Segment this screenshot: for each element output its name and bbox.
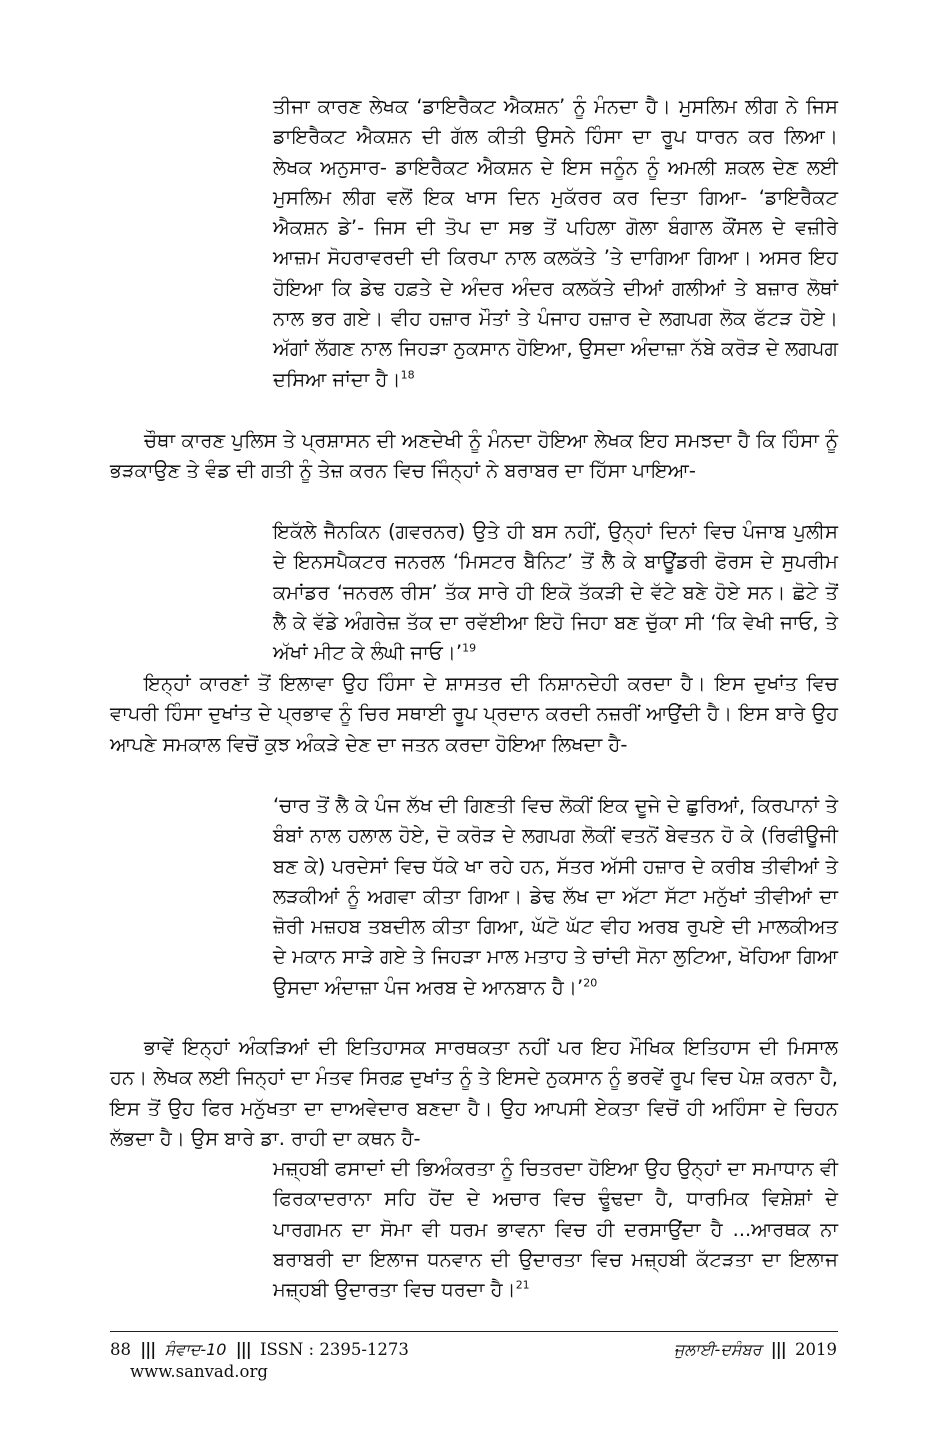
issn: ISSN : 2395-1273 xyxy=(260,1340,409,1359)
block-quote-jenkins xyxy=(273,517,838,668)
website-link[interactable]: www.sanvad.org xyxy=(130,1362,268,1381)
block-quote-statistics xyxy=(273,791,838,1003)
quote-text: ਮਜ਼੍ਹਬੀ ਫਸਾਦਾਂ ਦੀ ਭਿਅੰਕਰਤਾ ਨੂੰ ਚਿਤਰਦਾ ਹੋਇਆ ਉਹ ਉਨ੍ਹਾਂ ਦਾ ਸਮਾਧਾਨ ਵੀ ਫਿਰਕਾਦਰਾਨਾ ਸਹਿ ਹੋਂਦ ਦੇ ਅਚਾਰ ਵਿਚ ਢੂੰਢਦਾ ਹੈ, ਧਾਰਮਿਕ ਵਿਸ਼ੇਸ਼ਾਂ ਦੇ ਪਾਰਗਮਨ ਦਾ ਸੋਮਾ ਵੀ ਧਰਮ ਭਾਵਨਾ ਵਿਚ ਹੀ ਦਰਸਾਉਂਦਾ ਹੈ ...ਆਰਥਕ ਨਾ ਬਰਾਬਰੀ ਦਾ ਇਲਾਜ ਧਨਵਾਨ ਦੀ ਉਦਾਰਤਾ ਵਿਚ ਮਜ਼੍ਹਬੀ ਕੱਟੜਤਾ ਦਾ ਇਲਾਜ ਮਜ਼੍ਹਬੀ ਉਦਾਰਤਾ ਵਿਚ ਧਰਦਾ ਹੈ। xyxy=(273,1157,838,1302)
separator-glyph: ||| xyxy=(235,1340,251,1359)
footer-left xyxy=(110,1340,409,1360)
quote-text: ‘ਚਾਰ ਤੋਂ ਲੈ ਕੇ ਪੰਜ ਲੱਖ ਦੀ ਗਿਣਤੀ ਵਿਚ ਲੋਕੀਂ ਇਕ ਦੂਜੇ ਦੇ ਛੁਰਿਆਂ, ਕਿਰਪਾਨਾਂ ਤੇ ਬੰਬਾਂ ਨਾਲ ਹਲਾਲ ਹੋਏ, ਦੋ ਕਰੋੜ ਦੇ ਲਗਪਗ ਲੋਕੀਂ ਵਤਨੋਂ ਬੇਵਤਨ ਹੋ ਕੇ (ਰਿਫੀਊਜੀ ਬਣ ਕੇ) ਪਰਦੇਸਾਂ ਵਿਚ ਧੱਕੇ ਖਾ ਰਹੇ ਹਨ, ਸੱਤਰ ਅੱਸੀ ਹਜ਼ਾਰ ਦੇ ਕਰੀਬ ਤੀਵੀਆਂ ਤੇ ਲੜਕੀਆਂ ਨੂੰ ਅਗਵਾ ਕੀਤਾ ਗਿਆ। ਡੇਢ ਲੱਖ ਦਾ ਅੱਟਾ ਸੱਟਾ ਮਨੁੱਖਾਂ ਤੀਵੀਆਂ ਦਾ ਜ਼ੋਰੀ ਮਜ਼ਹਬ ਤਬਦੀਲ ਕੀਤਾ ਗਿਆ, ਘੱਟੋ ਘੱਟ ਵੀਹ ਅਰਬ ਰੁਪਏ ਦੀ ਮਾਲਕੀਅਤ ਦੇ ਮਕਾਨ ਸਾੜੇ ਗਏ ਤੇ ਜਿਹੜਾ ਮਾਲ ਮਤਾਹ ਤੇ ਚਾਂਦੀ ਸੋਨਾ ਲੁਟਿਆ, ਖੋਹਿਆ ਗਿਆ ਉਸਦਾ ਅੰਦਾਜ਼ਾ ਪੰਜ ਅਰਬ ਦੇ ਆਨਬਾਨ ਹੈ।’ xyxy=(273,794,838,999)
issue-year: 2019 xyxy=(795,1340,837,1359)
paragraph-text: ਚੌਥਾ ਕਾਰਣ ਪੁਲਿਸ ਤੇ ਪ੍ਰਸ਼ਾਸਨ ਦੀ ਅਣਦੇਖੀ ਨੂੰ ਮੰਨਦਾ ਹੋਇਆ ਲੇਖਕ ਇਹ ਸਮਝਦਾ ਹੈ ਕਿ ਹਿੰਸਾ ਨੂੰ ਭੜਕਾਉਣ ਤੇ ਵੰਡ ਦੀ ਗਤੀ ਨੂੰ ਤੇਜ਼ ਕਰਨ ਵਿਚ ਜਿੰਨ੍ਹਾਂ ਨੇ ਬਰਾਬਰ ਦਾ ਹਿੱਸਾ ਪਾਇਆ- xyxy=(110,429,838,483)
footer-right xyxy=(674,1340,837,1360)
journal-name: ਸੰਵਾਦ-10 xyxy=(164,1340,227,1359)
block-quote-rahi xyxy=(273,1154,838,1305)
paragraph-police-negligence xyxy=(110,426,838,487)
footnote-ref: 20 xyxy=(583,976,598,990)
separator-glyph: ||| xyxy=(770,1340,786,1359)
quote-text: ਤੀਜਾ ਕਾਰਣ ਲੇਖਕ ‘ਡਾਇਰੈਕਟ ਐਕਸ਼ਨ’ ਨੂੰ ਮੰਨਦਾ ਹੈ। ਮੁਸਲਿਮ ਲੀਗ ਨੇ ਜਿਸ ਡਾਇਰੈਕਟ ਐਕਸ਼ਨ ਦੀ ਗੱਲ ਕੀਤੀ ਉਸਨੇ ਹਿੰਸਾ ਦਾ ਰੂਪ ਧਾਰਨ ਕਰ ਲਿਆ। ਲੇਖਕ ਅਨੁਸਾਰ- ਡਾਇਰੈਕਟ ਐਕਸ਼ਨ ਦੇ ਇਸ ਜਨੂੰਨ ਨੂੰ ਅਮਲੀ ਸ਼ਕਲ ਦੇਣ ਲਈ ਮੁਸਲਿਮ ਲੀਗ ਵਲੋਂ ਇਕ ਖਾਸ ਦਿਨ ਮੁਕੱਰਰ ਕਰ ਦਿਤਾ ਗਿਆ- ‘ਡਾਇਰੈਕਟ ਐਕਸ਼ਨ ਡੇ’- ਜਿਸ ਦੀ ਤੋਪ ਦਾ ਸਭ ਤੋਂ ਪਹਿਲਾ ਗੋਲਾ ਬੰਗਾਲ ਕੌਂਸਲ ਦੇ ਵਜ਼ੀਰੇ ਆਜ਼ਮ ਸੋਹਰਾਵਰਦੀ ਦੀ ਕਿਰਪਾ ਨਾਲ ਕਲਕੱਤੇ ’ਤੇ ਦਾਗਿਆ ਗਿਆ। ਅਸਰ ਇਹ ਹੋਇਆ ਕਿ ਡੇਢ ਹਫ਼ਤੇ ਦੇ ਅੰਦਰ ਅੰਦਰ ਕਲਕੱਤੇ ਦੀਆਂ ਗਲੀਆਂ ਤੇ ਬਜ਼ਾਰ ਲੋਥਾਂ ਨਾਲ ਭਰ ਗਏ। ਵੀਹ ਹਜ਼ਾਰ ਮੌਤਾਂ ਤੇ ਪੰਜਾਹ ਹਜ਼ਾਰ ਦੇ ਲਗਪਗ ਲੋਕ ਫੱਟੜ ਹੋਏ। ਅੱਗਾਂ ਲੱਗਣ ਨਾਲ ਜਿਹੜਾ ਨੁਕਸਾਨ ਹੋਇਆ, ਉਸਦਾ ਅੰਦਾਜ਼ਾ ਨੱਬੇ ਕਰੋੜ ਦੇ ਲਗਪਗ ਦਸਿਆ ਜਾਂਦਾ ਹੈ। xyxy=(273,95,838,391)
block-quote-direct-action xyxy=(273,92,838,395)
footnote-ref: 18 xyxy=(400,368,415,382)
page-number: 88 xyxy=(110,1340,131,1359)
footnote-ref: 21 xyxy=(515,1278,530,1292)
paragraph-oral-history xyxy=(110,1033,838,1154)
paragraph-text: ਇਨ੍ਹਾਂ ਕਾਰਣਾਂ ਤੋਂ ਇਲਾਵਾ ਉਹ ਹਿੰਸਾ ਦੇ ਸ਼ਾਸਤਰ ਦੀ ਨਿਸ਼ਾਨਦੇਹੀ ਕਰਦਾ ਹੈ। ਇਸ ਦੁਖਾਂਤ ਵਿਚ ਵਾਪਰੀ ਹਿੰਸਾ ਦੁਖਾਂਤ ਦੇ ਪ੍ਰਭਾਵ ਨੂੰ ਚਿਰ ਸਥਾਈ ਰੂਪ ਪ੍ਰਦਾਨ ਕਰਦੀ ਨਜ਼ਰੀਂ ਆਉਂਦੀ ਹੈ। ਇਸ ਬਾਰੇ ਉਹ ਆਪਣੇ ਸਮਕਾਲ ਵਿਚੋਂ ਕੁਝ ਅੰਕੜੇ ਦੇਣ ਦਾ ਜਤਨ ਕਰਦਾ ਹੋਇਆ ਲਿਖਦਾ ਹੈ- xyxy=(110,672,838,756)
separator-glyph: ||| xyxy=(140,1340,156,1359)
paragraph-violence-shastra xyxy=(110,669,838,760)
quote-text: ਇਕੱਲੇ ਜੈਨਕਿਨ (ਗਵਰਨਰ) ਉਤੇ ਹੀ ਬਸ ਨਹੀਂ, ਉਨ੍ਹਾਂ ਦਿਨਾਂ ਵਿਚ ਪੰਜਾਬ ਪੁਲੀਸ ਦੇ ਇਨਸਪੈਕਟਰ ਜਨਰਲ ‘ਮਿਸਟਰ ਬੈਨਿਟ’ ਤੋਂ ਲੈ ਕੇ ਬਾਊਂਡਰੀ ਫੋਰਸ ਦੇ ਸੁਪਰੀਮ ਕਮਾਂਡਰ ‘ਜਨਰਲ ਰੀਸ’ ਤੱਕ ਸਾਰੇ ਹੀ ਇਕੋ ਤੱਕੜੀ ਦੇ ਵੱਟੇ ਬਣੇ ਹੋਏ ਸਨ। ਛੋਟੇ ਤੋਂ ਲੈ ਕੇ ਵੱਡੇ ਅੰਗਰੇਜ਼ ਤੱਕ ਦਾ ਰਵੱਈਆ ਇਹੋ ਜਿਹਾ ਬਣ ਚੁੱਕਾ ਸੀ ‘ਕਿ ਵੇਖੀ ਜਾਓ, ਤੇ ਅੱਖਾਂ ਮੀਟ ਕੇ ਲੰਘੀ ਜਾਓ।’ xyxy=(273,520,838,665)
footer-divider xyxy=(110,1331,838,1332)
footnote-ref: 19 xyxy=(462,641,477,655)
issue-period: ਜੁਲਾਈ-ਦਸੰਬਰ xyxy=(673,1340,762,1359)
paragraph-text: ਭਾਵੇਂ ਇਨ੍ਹਾਂ ਅੰਕੜਿਆਂ ਦੀ ਇਤਿਹਾਸਕ ਸਾਰਥਕਤਾ ਨਹੀਂ ਪਰ ਇਹ ਮੌਖਿਕ ਇਤਿਹਾਸ ਦੀ ਮਿਸਾਲ ਹਨ। ਲੇਖਕ ਲਈ ਜਿਨ੍ਹਾਂ ਦਾ ਮੰਤਵ ਸਿਰਫ਼ ਦੁਖਾਂਤ ਨੂੰ ਤੇ ਇਸਦੇ ਨੁਕਸਾਨ ਨੂੰ ਭਰਵੇਂ ਰੂਪ ਵਿਚ ਪੇਸ਼ ਕਰਨਾ ਹੈ, ਇਸ ਤੋਂ ਉਹ ਫਿਰ ਮਨੁੱਖਤਾ ਦਾ ਦਾਅਵੇਦਾਰ ਬਣਦਾ ਹੈ। ਉਹ ਆਪਸੀ ਏਕਤਾ ਵਿਚੋਂ ਹੀ ਅਹਿੰਸਾ ਦੇ ਚਿਹਨ ਲੱਭਦਾ ਹੈ। ਉਸ ਬਾਰੇ ਡਾ. ਰਾਹੀ ਦਾ ਕਥਨ ਹੈ- xyxy=(110,1036,838,1150)
